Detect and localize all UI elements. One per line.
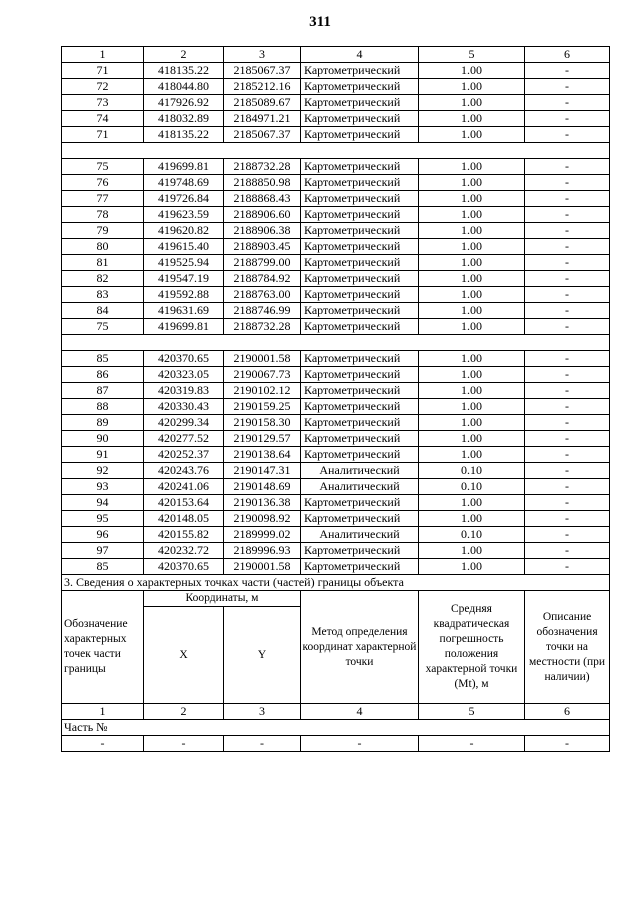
point-id: 91 (62, 447, 144, 463)
method: Картометрический (301, 431, 419, 447)
coord-x: 418135.22 (144, 127, 224, 143)
description: - (525, 127, 610, 143)
mean-error: 1.00 (419, 543, 525, 559)
description: - (525, 511, 610, 527)
point-id: 96 (62, 527, 144, 543)
section-title: 3. Сведения о характерных точках части (частей) границы объекта (62, 575, 610, 591)
description: - (525, 111, 610, 127)
method: Картометрический (301, 351, 419, 367)
coord-x: 419699.81 (144, 159, 224, 175)
table-row (62, 431, 610, 447)
part-label: Часть № (62, 720, 610, 736)
page-number: 311 (309, 14, 331, 30)
description: - (525, 463, 610, 479)
coord-y: 2189996.93 (224, 543, 301, 559)
coord-y: 2190147.31 (224, 463, 301, 479)
mean-error: 1.00 (419, 367, 525, 383)
description: - (525, 255, 610, 271)
method: Картометрический (301, 191, 419, 207)
description: - (525, 479, 610, 495)
mean-error: 0.10 (419, 527, 525, 543)
mean-error: 1.00 (419, 255, 525, 271)
part-col-number: 1 (62, 704, 144, 720)
mean-error: 5 (419, 47, 525, 63)
coord-x: 2 (144, 47, 224, 63)
coord-y: 2190136.38 (224, 495, 301, 511)
mean-error: 1.00 (419, 127, 525, 143)
table-row (62, 95, 610, 111)
mean-error: 1.00 (419, 239, 525, 255)
coord-y: 2188906.38 (224, 223, 301, 239)
coord-y: 2190001.58 (224, 559, 301, 575)
mean-error: 1.00 (419, 559, 525, 575)
method: Аналитический (301, 527, 419, 543)
point-id: 90 (62, 431, 144, 447)
table-row (62, 415, 610, 431)
method: Картометрический (301, 415, 419, 431)
method: Картометрический (301, 207, 419, 223)
coord-x: 420299.34 (144, 415, 224, 431)
mean-error: 1.00 (419, 207, 525, 223)
point-id: 71 (62, 63, 144, 79)
coord-x: 420153.64 (144, 495, 224, 511)
table-row (62, 527, 610, 543)
description: - (525, 207, 610, 223)
mean-error: 1.00 (419, 511, 525, 527)
empty-cell: - (224, 736, 301, 752)
table-row (62, 399, 610, 415)
description: - (525, 287, 610, 303)
method: Картометрический (301, 239, 419, 255)
mean-error: 1.00 (419, 351, 525, 367)
header-designation: Обозначение характерных точек части границы (62, 591, 144, 704)
header-method: Метод определения координат характерной точки (301, 591, 419, 704)
mean-error: 1.00 (419, 111, 525, 127)
method: Картометрический (301, 111, 419, 127)
coord-x: 420252.37 (144, 447, 224, 463)
point-id: 93 (62, 479, 144, 495)
part-col-number: 4 (301, 704, 419, 720)
point-id: 77 (62, 191, 144, 207)
mean-error: 1.00 (419, 63, 525, 79)
method: Картометрический (301, 559, 419, 575)
point-id: 84 (62, 303, 144, 319)
coord-x: 419748.69 (144, 175, 224, 191)
mean-error: 1.00 (419, 319, 525, 335)
description: - (525, 95, 610, 111)
coord-x: 419726.84 (144, 191, 224, 207)
method: Картометрический (301, 447, 419, 463)
empty-cell: - (419, 736, 525, 752)
mean-error: 1.00 (419, 191, 525, 207)
coord-y: 2190138.64 (224, 447, 301, 463)
description: - (525, 431, 610, 447)
description: - (525, 191, 610, 207)
mean-error: 1.00 (419, 159, 525, 175)
method: Картометрический (301, 383, 419, 399)
part-col-number: 2 (144, 704, 224, 720)
description: - (525, 175, 610, 191)
mean-error: 1.00 (419, 399, 525, 415)
mean-error: 1.00 (419, 303, 525, 319)
description: - (525, 319, 610, 335)
description: - (525, 303, 610, 319)
header-error: Средняя квадратическая погрешность положения характерной точки (Mt), м (419, 591, 525, 704)
point-id: 97 (62, 543, 144, 559)
table-row (62, 111, 610, 127)
coord-y: 2190067.73 (224, 367, 301, 383)
table-row (62, 239, 610, 255)
description: - (525, 447, 610, 463)
table-row (62, 447, 610, 463)
table-row (62, 463, 610, 479)
table-row (62, 383, 610, 399)
coord-y: 2188799.00 (224, 255, 301, 271)
description: - (525, 271, 610, 287)
description: - (525, 351, 610, 367)
coord-x: 420330.43 (144, 399, 224, 415)
coord-y: 2190148.69 (224, 479, 301, 495)
table-row (62, 127, 610, 143)
table-row (62, 207, 610, 223)
coord-x: 419623.59 (144, 207, 224, 223)
mean-error: 1.00 (419, 287, 525, 303)
coord-x: 420148.05 (144, 511, 224, 527)
table-row (62, 271, 610, 287)
separator-cell (62, 335, 610, 351)
point-id: 86 (62, 367, 144, 383)
table-row (62, 543, 610, 559)
part-column-numbers-row (62, 704, 610, 720)
table-row (62, 559, 610, 575)
coord-y: 2188732.28 (224, 319, 301, 335)
mean-error: 1.00 (419, 95, 525, 111)
mean-error: 1.00 (419, 447, 525, 463)
coord-y: 2185212.16 (224, 79, 301, 95)
coord-x: 419615.40 (144, 239, 224, 255)
method: Картометрический (301, 399, 419, 415)
coord-x: 419592.88 (144, 287, 224, 303)
method: Картометрический (301, 79, 419, 95)
method: Картометрический (301, 63, 419, 79)
empty-cell: - (144, 736, 224, 752)
coord-y: 2188903.45 (224, 239, 301, 255)
point-id: 94 (62, 495, 144, 511)
point-id: 82 (62, 271, 144, 287)
point-id: 71 (62, 127, 144, 143)
coord-x: 417926.92 (144, 95, 224, 111)
point-id: 74 (62, 111, 144, 127)
coord-x: 418044.80 (144, 79, 224, 95)
method: Картометрический (301, 255, 419, 271)
part-empty-row (62, 736, 610, 752)
table-row (62, 351, 610, 367)
point-id: 78 (62, 207, 144, 223)
table-row (62, 319, 610, 335)
method: Картометрический (301, 127, 419, 143)
table-row (62, 303, 610, 319)
point-id: 73 (62, 95, 144, 111)
coord-x: 420323.05 (144, 367, 224, 383)
empty-cell: - (62, 736, 144, 752)
part-col-number: 3 (224, 704, 301, 720)
table-row (62, 367, 610, 383)
coord-y: 2185089.67 (224, 95, 301, 111)
coordinates-table (61, 46, 610, 575)
method: Картометрический (301, 271, 419, 287)
point-id: 80 (62, 239, 144, 255)
coord-x: 420243.76 (144, 463, 224, 479)
method: Картометрический (301, 95, 419, 111)
coord-x: 419620.82 (144, 223, 224, 239)
table-row (62, 175, 610, 191)
point-id: 81 (62, 255, 144, 271)
method: Картометрический (301, 319, 419, 335)
method: Картометрический (301, 303, 419, 319)
point-id: 76 (62, 175, 144, 191)
point-id: 95 (62, 511, 144, 527)
mean-error: 1.00 (419, 431, 525, 447)
description: - (525, 559, 610, 575)
point-id: 72 (62, 79, 144, 95)
method: Картометрический (301, 511, 419, 527)
point-id: 92 (62, 463, 144, 479)
coord-x: 420319.83 (144, 383, 224, 399)
empty-cell: - (525, 736, 610, 752)
mean-error: 1.00 (419, 223, 525, 239)
coord-y: 2188850.98 (224, 175, 301, 191)
description: - (525, 223, 610, 239)
coord-x: 419525.94 (144, 255, 224, 271)
header-x: X (144, 607, 224, 704)
point-id: 75 (62, 159, 144, 175)
description: - (525, 63, 610, 79)
table-row (62, 479, 610, 495)
header-coordinates: Координаты, м (144, 591, 301, 607)
mean-error: 0.10 (419, 463, 525, 479)
coord-y: 2184971.21 (224, 111, 301, 127)
table-row (62, 223, 610, 239)
mean-error: 0.10 (419, 479, 525, 495)
description: - (525, 543, 610, 559)
point-id: 83 (62, 287, 144, 303)
table-row (62, 255, 610, 271)
coord-y: 2190102.12 (224, 383, 301, 399)
mean-error: 1.00 (419, 79, 525, 95)
header-y: Y (224, 607, 301, 704)
coord-x: 419631.69 (144, 303, 224, 319)
coord-x: 420232.72 (144, 543, 224, 559)
point-id: 85 (62, 351, 144, 367)
description: - (525, 495, 610, 511)
description: - (525, 367, 610, 383)
coord-x: 420241.06 (144, 479, 224, 495)
coord-y: 2188784.92 (224, 271, 301, 287)
method: Картометрический (301, 287, 419, 303)
coord-y: 2185067.37 (224, 63, 301, 79)
description: - (525, 159, 610, 175)
mean-error: 1.00 (419, 415, 525, 431)
coord-y: 2189999.02 (224, 527, 301, 543)
table-row (62, 63, 610, 79)
point-id: 89 (62, 415, 144, 431)
method: 4 (301, 47, 419, 63)
part-col-number: 5 (419, 704, 525, 720)
table-row (62, 79, 610, 95)
method: Картометрический (301, 543, 419, 559)
coord-y: 2185067.37 (224, 127, 301, 143)
coord-y: 3 (224, 47, 301, 63)
description: - (525, 239, 610, 255)
method: Картометрический (301, 175, 419, 191)
group-separator-row (62, 335, 610, 351)
coord-x: 420277.52 (144, 431, 224, 447)
method: Картометрический (301, 367, 419, 383)
coord-x: 420155.82 (144, 527, 224, 543)
coord-y: 2188906.60 (224, 207, 301, 223)
coord-x: 420370.65 (144, 351, 224, 367)
table-row (62, 511, 610, 527)
description: 6 (525, 47, 610, 63)
mean-error: 1.00 (419, 175, 525, 191)
coord-x: 418032.89 (144, 111, 224, 127)
point-id: 75 (62, 319, 144, 335)
description: - (525, 399, 610, 415)
coord-y: 2190129.57 (224, 431, 301, 447)
method: Аналитический (301, 479, 419, 495)
column-numbers-row (62, 47, 610, 63)
point-id: 1 (62, 47, 144, 63)
header-description: Описание обозначения точки на местности (при наличии) (525, 591, 610, 704)
mean-error: 1.00 (419, 271, 525, 287)
point-id: 88 (62, 399, 144, 415)
part-col-number: 6 (525, 704, 610, 720)
group-separator-row (62, 143, 610, 159)
point-id: 87 (62, 383, 144, 399)
coord-x: 418135.22 (144, 63, 224, 79)
mean-error: 1.00 (419, 495, 525, 511)
table-row (62, 191, 610, 207)
coord-y: 2188746.99 (224, 303, 301, 319)
coord-y: 2190001.58 (224, 351, 301, 367)
coord-y: 2188868.43 (224, 191, 301, 207)
description: - (525, 415, 610, 431)
description: - (525, 79, 610, 95)
coord-y: 2188763.00 (224, 287, 301, 303)
method: Картометрический (301, 223, 419, 239)
point-id: 79 (62, 223, 144, 239)
table-row (62, 159, 610, 175)
table-row (62, 287, 610, 303)
description: - (525, 527, 610, 543)
point-id: 85 (62, 559, 144, 575)
part-boundary-table (61, 574, 610, 752)
method: Картометрический (301, 495, 419, 511)
coord-y: 2190158.30 (224, 415, 301, 431)
coord-x: 420370.65 (144, 559, 224, 575)
method: Картометрический (301, 159, 419, 175)
coord-y: 2190159.25 (224, 399, 301, 415)
description: - (525, 383, 610, 399)
separator-cell (62, 143, 610, 159)
method: Аналитический (301, 463, 419, 479)
coord-y: 2190098.92 (224, 511, 301, 527)
coord-x: 419547.19 (144, 271, 224, 287)
table-row (62, 495, 610, 511)
coord-x: 419699.81 (144, 319, 224, 335)
coord-y: 2188732.28 (224, 159, 301, 175)
mean-error: 1.00 (419, 383, 525, 399)
empty-cell: - (301, 736, 419, 752)
